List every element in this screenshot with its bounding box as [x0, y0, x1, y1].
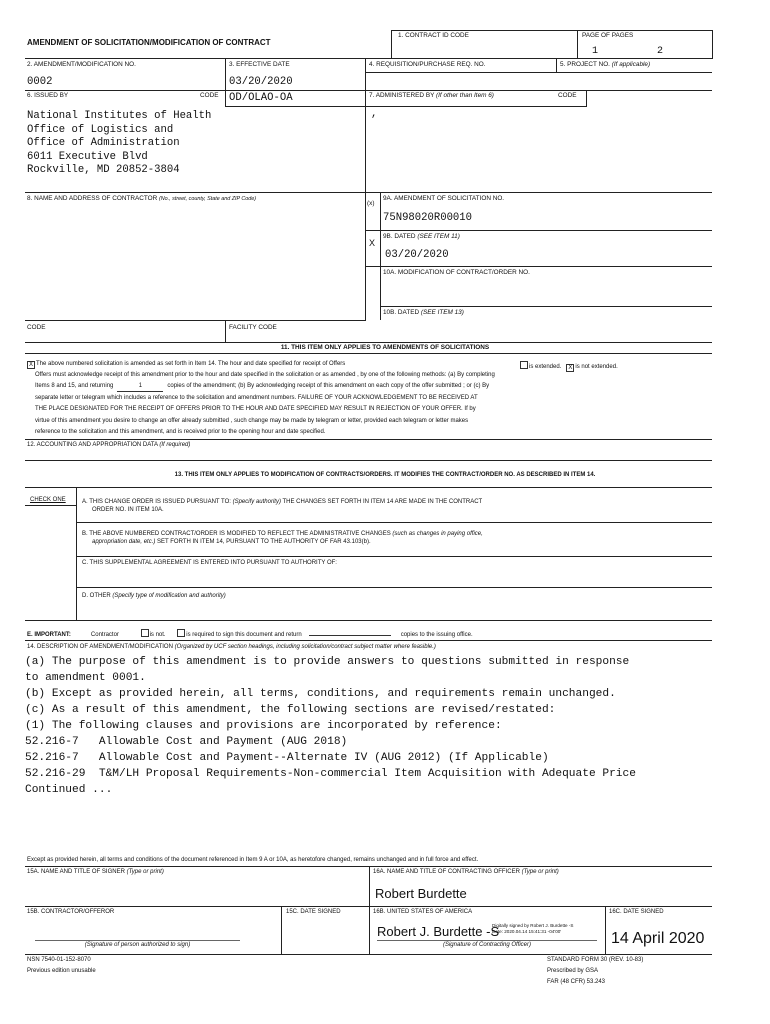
dated-9b-value: 03/20/2020 [385, 249, 449, 261]
description-line: (b) Except as provided herein, all terms, conditions, and requirements remain unchanged. [25, 688, 616, 700]
req-no-label: 4. REQUISITION/PURCHASE REQ. NO. [369, 61, 486, 68]
address-line: 6011 Executive Blvd [27, 150, 148, 163]
page-of-pages-label: PAGE OF PAGES [582, 32, 634, 39]
except-line: Except as provided herein, all terms and conditions of the document referenced in Item 9 A or 10A, as heretofore changed, remains unchanged and in full force and effect. [27, 857, 479, 863]
item11-line7: reference to the solicitation and this amendment, and is received prior to the opening hour and date specified. [35, 429, 326, 435]
contract-id-label: 1. CONTRACT ID CODE [398, 32, 469, 39]
label-15c: 15C. DATE SIGNED [286, 909, 341, 915]
is-not-checkbox[interactable] [141, 629, 149, 637]
item14-label: 14. DESCRIPTION OF AMENDMENT/MODIFICATION (Organized by UCF section headings, including solicitation/contract subject matter where feasible.) [27, 644, 436, 650]
item11-line2: Offers must acknowledge receipt of this amendment prior to the hour and date specified in the solicitation or as amended , by one of the following methods: (a) By completing [35, 372, 495, 378]
option-c[interactable]: C. THIS SUPPLEMENTAL AGREEMENT IS ENTERED INTO PURSUANT TO AUTHORITY OF: [82, 560, 337, 566]
sig-person-caption: (Signature of person authorized to sign) [84, 942, 191, 948]
description-line: (a) The purpose of this amendment is to provide answers to questions submitted in response [25, 656, 630, 668]
return-copies-field[interactable] [309, 635, 391, 636]
standard-form: STANDARD FORM 30 (REV. 10-83) [547, 957, 644, 963]
option-a-line2: ORDER NO. IN ITEM 10A. [92, 507, 164, 513]
issued-by-address [27, 110, 211, 178]
extended-options: is extended. X is not extended. [520, 361, 618, 372]
administered-by-label: 7. ADMINISTERED BY (If other than Item 6) [369, 92, 494, 99]
prescribed-by: Prescribed by GSA [547, 968, 599, 974]
mark-9a-header: (x) [367, 200, 375, 207]
solicitation-amended-checkbox[interactable]: X [28, 362, 33, 368]
important-row: E. IMPORTANT: Contractor is not. is required to sign this document and return copies to the issuing office. [27, 629, 473, 640]
item11-line6: virtue of this amendment you desire to change an offer already submitted , such change may be made by telegram or letter, provided each telegram or letter makes [35, 418, 469, 424]
description-line: (c) As a result of this amendment, the following sections are revised/restated: [25, 704, 556, 716]
officer-name: Robert Burdette [375, 886, 467, 901]
admin-value: , [371, 108, 378, 120]
label-10a: 10A. MODIFICATION OF CONTRACT/ORDER NO. [383, 269, 530, 276]
description-line: (1) The following clauses and provisions are incorporated by reference: [25, 720, 502, 732]
digital-signature-name: Robert J. Burdette -S [377, 924, 500, 939]
description-line: 52.216-29 T&M/LH Proposal Requirements-Non-commercial Item Acquisition with Adequate Price [25, 768, 636, 780]
address-line: Office of Administration [27, 137, 180, 150]
description-line: 52.216-7 Allowable Cost and Payment--Alternate IV (AUG 2012) (If Applicable) [25, 752, 549, 764]
form-title: AMENDMENT OF SOLICITATION/MODIFICATION OF CONTRACT [27, 38, 271, 47]
previous-edition: Previous edition unusable [27, 968, 96, 974]
label-16a: 16A. NAME AND TITLE OF CONTRACTING OFFICER (Type or print) [373, 869, 559, 875]
sig-officer-caption: (Signature of Contracting Officer) [442, 942, 532, 948]
project-no-label: 5. PROJECT NO. (If applicable) [560, 61, 651, 68]
eff-date-label: 3. EFFECTIVE DATE [229, 61, 290, 68]
is-extended-checkbox[interactable] [520, 361, 528, 369]
address-line: Rockville, MD 20852-3804 [27, 164, 180, 177]
amendment-description [25, 654, 636, 798]
admin-code-label: CODE [558, 92, 577, 99]
page-total: 2 [657, 46, 664, 57]
digital-signature-stamp: Digitally signed by Robert J. Burdette -S Date: 2020.04.14 15:41:31 -04'00' [492, 923, 574, 934]
check-one-label: CHECK ONE [30, 497, 66, 503]
label-9b: 9B. DATED (SEE ITEM 11) [383, 233, 460, 240]
far-reference: FAR (48 CFR) 53.243 [547, 979, 606, 985]
page-number: 1 [592, 46, 599, 57]
label-16b: 16B. UNITED STATES OF AMERICA [373, 909, 473, 915]
address-line: National Institutes of Health [27, 110, 212, 122]
item11-line3: Items 8 and 15, and returning 1 copies of the amendment; (b) By acknowledging receipt of this amendment on each copy of the offer submitted ; or (c) By [35, 383, 489, 392]
facility-code-label: FACILITY CODE [229, 324, 277, 331]
is-not-extended-checkbox[interactable]: X [568, 365, 573, 371]
label-15b: 15B. CONTRACTOR/OFFEROR [27, 909, 115, 915]
option-b-line2: appropriation date, etc.) SET FORTH IN ITEM 14, PURSUANT TO THE AUTHORITY OF FAR 43.103(b). [92, 539, 371, 545]
label-10b: 10B. DATED (SEE ITEM 13) [383, 309, 464, 316]
contractor-label: 8. NAME AND ADDRESS OF CONTRACTOR (No., street, county, State and ZIP Code) [27, 195, 257, 202]
description-line: 52.216-7 Allowable Cost and Payment (AUG 2018) [25, 736, 348, 748]
accounting-label: 12. ACCOUNTING AND APPROPRIATION DATA (If required) [27, 442, 191, 448]
issued-by-label: 6. ISSUED BY [27, 92, 69, 99]
issued-code-value: OD/OLAO-OA [229, 92, 293, 104]
description-line: Continued ... [25, 784, 113, 796]
copies-count: 1 [117, 383, 163, 392]
nsn-number: NSN 7540-01-152-8070 [27, 957, 91, 963]
item11-line5: THE PLACE DESIGNATED FOR THE RECEIPT OF OFFERS PRIOR TO THE HOUR AND DATE SPECIFIED MAY RESULT IN REJECTION OF YOUR OFFER. If by [35, 406, 476, 412]
item11-title: 11. THIS ITEM ONLY APPLIES TO AMENDMENTS OF SOLICITATIONS [280, 344, 490, 351]
item13-title: 13. THIS ITEM ONLY APPLIES TO MODIFICATION OF CONTRACTS/ORDERS. IT MODIFIES THE CONTRACT/ORDER NO. AS DESCRIBED IN ITEM 14. [174, 472, 596, 478]
amend-no-label: 2. AMENDMENT/MODIFICATION NO. [27, 61, 136, 68]
item11-line4: separate letter or telegram which includes a reference to the solicitation and amendment numbers. FAILURE OF YOUR ACKNOWLEDGEMENT TO BE RECEIVED AT [35, 395, 478, 401]
option-b[interactable]: B. THE ABOVE NUMBERED CONTRACT/ORDER IS MODIFIED TO REFLECT THE ADMINISTRATIVE CHANGES (such as changes in paying office, [82, 531, 483, 537]
label-16c: 16C. DATE SIGNED [609, 909, 664, 915]
label-9a: 9A. AMENDMENT OF SOLICITATION NO. [383, 195, 505, 202]
option-d[interactable]: D. OTHER (Specify type of modification and authority) [82, 593, 226, 599]
address-line: Office of Logistics and [27, 123, 174, 136]
eff-date-value: 03/20/2020 [229, 76, 293, 88]
mark-9b: X [369, 238, 376, 248]
option-a[interactable]: A. THIS CHANGE ORDER IS ISSUED PURSUANT TO: (Specify authority) THE CHANGES SET FORTH IN ITEM 14 ARE MADE IN THE CONTRACT [82, 499, 483, 505]
is-required-checkbox[interactable] [177, 629, 185, 637]
item11-line1: X The above numbered solicitation is amended as set forth in Item 14. The hour and date specified for receipt of Offers [28, 361, 346, 368]
amend-no-value: 0002 [27, 76, 53, 88]
date-signed-value: 14 April 2020 [611, 930, 705, 947]
contractor-code-label: CODE [27, 324, 46, 331]
solicitation-no-value: 75N98020R00010 [383, 212, 473, 224]
issued-code-label: CODE [200, 92, 219, 99]
description-line: to amendment 0001. [25, 672, 146, 684]
label-15a: 15A. NAME AND TITLE OF SIGNER (Type or print) [27, 869, 164, 875]
